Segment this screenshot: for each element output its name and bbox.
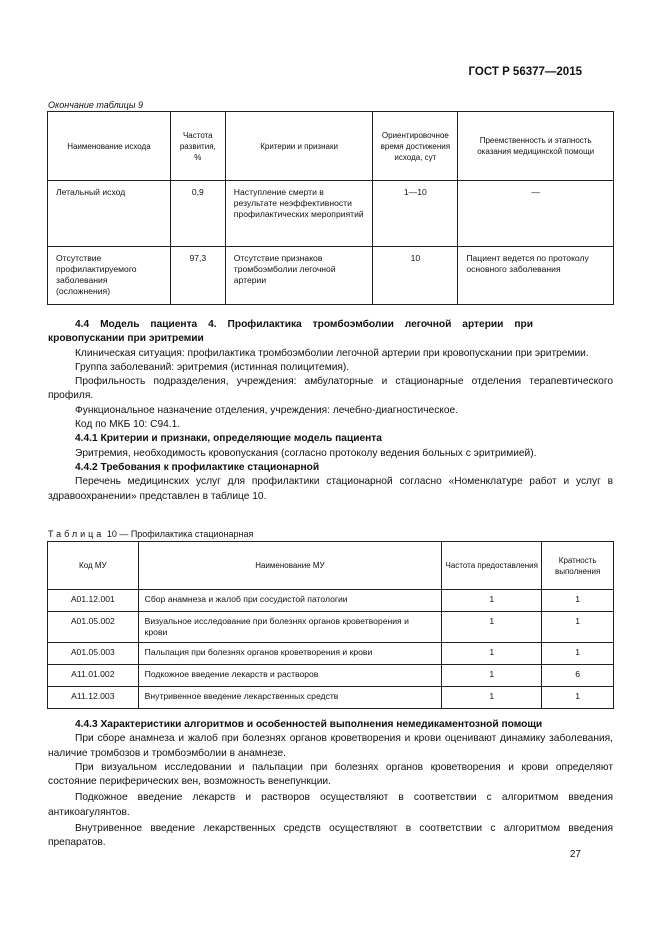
table-row	[48, 643, 614, 665]
table-cell: 1	[442, 612, 542, 643]
table-row	[48, 181, 614, 247]
table-row	[48, 247, 614, 305]
table-cell: Внутривенное введение лекарственных средств	[138, 687, 442, 709]
table10-caption-prefix: Таблица	[48, 529, 105, 539]
table-9	[47, 111, 614, 305]
table-cell: 97,3	[170, 247, 225, 305]
table-cell: Пациент ведется по протоколу основного заболевания	[458, 247, 614, 305]
table-cell: А01.12.001	[48, 590, 139, 612]
table-10	[47, 541, 614, 709]
column-header: Преемственность и этапность оказания медицинской помощи	[458, 112, 614, 181]
column-header: Наименование МУ	[138, 542, 442, 590]
table-cell: 1	[542, 643, 614, 665]
paragraph: Профильность подразделения, учреждения: амбулаторные и стационарные отделения терапевтического профиля.	[48, 376, 613, 402]
table-header-row	[48, 542, 614, 590]
table-cell: 1	[442, 687, 542, 709]
table-header-row	[48, 112, 614, 181]
subsection-heading: 4.4.3 Характеристики алгоритмов и особенностей выполнения немедикаментозной помощи	[75, 719, 543, 730]
section-heading: 4.4 Модель пациента 4. Профилактика тромбоэмболии легочной артерии при кровопускании при эритремии	[48, 319, 533, 345]
table-row	[48, 590, 614, 612]
table-cell: Летальный исход	[48, 181, 171, 247]
paragraph: Группа заболеваний: эритремия (истинная полицитемия).	[75, 361, 350, 373]
table-cell: 1	[442, 643, 542, 665]
table-cell: Подкожное введение лекарств и растворов	[138, 665, 442, 687]
table-cell: 1	[442, 590, 542, 612]
table10-caption-text: 10 — Профилактика стационарная	[106, 529, 254, 539]
table-cell: 0,9	[170, 181, 225, 247]
table-cell: Отсутствие признаков тромбоэмболии легочной артерии	[225, 247, 373, 305]
table-cell: А11.01.002	[48, 665, 139, 687]
paragraph: Функциональное назначение отделения, учреждения: лечебно-диагностическое.	[75, 404, 459, 416]
column-header: Частота предоставления	[442, 542, 542, 590]
table-cell: Наступление смерти в результате неэффективности профилактических мероприятий	[225, 181, 373, 247]
table-cell: 6	[542, 665, 614, 687]
table-cell: 1	[442, 665, 542, 687]
column-header: Кратность выполнения	[542, 542, 614, 590]
column-header: Наименование исхода	[48, 112, 171, 181]
column-header: Частота развития, %	[170, 112, 225, 181]
paragraph: При визуальном исследовании и пальпации при болезнях органов кроветворения и крови определяют состояние периферических вен, возможность венепункции.	[48, 761, 613, 788]
table-cell: 1	[542, 590, 614, 612]
table10-caption	[48, 529, 253, 539]
table-cell: 1—10	[373, 181, 458, 247]
table-cell: Отсутствие профилактируемого заболевания (осложнения)	[48, 247, 171, 305]
paragraph: Код по МКБ 10: С94.1.	[75, 419, 181, 431]
table-cell: Пальпация при болезнях органов кроветворения и крови	[138, 643, 442, 665]
page-number: 27	[569, 849, 581, 860]
paragraph: Перечень медицинских услуг для профилактики стационарной согласно «Номенклатуре работ и услуг в здравоохранении» представлен в таблице 10.	[48, 476, 613, 502]
column-header: Код МУ	[48, 542, 139, 590]
subsection-heading: 4.4.2 Требования к профилактике стационарной	[75, 461, 320, 473]
paragraph: Клиническая ситуация: профилактика тромбоэмболии легочной артерии при кровопускании при эритремии.	[75, 347, 589, 359]
section-4-4-3	[48, 718, 613, 851]
column-header: Ориентировочное время достижения исхода, сут	[373, 112, 458, 181]
table-cell: 1	[542, 687, 614, 709]
document-id: ГОСТ Р 56377—2015	[468, 66, 582, 78]
table-cell: 1	[542, 612, 614, 643]
paragraph: Эритремия, необходимость кровопускания (согласно протоколу ведения больных с эритримией).	[75, 447, 537, 459]
paragraph: Подкожное введение лекарств и растворов осуществляют в соответствии с алгоритмом введения антикоагулянтов.	[48, 792, 613, 818]
table-cell: Сбор анамнеза и жалоб при сосудистой патологии	[138, 590, 442, 612]
paragraph: При сборе анамнеза и жалоб при болезнях органов кроветворения и крови оценивают динамику заболевания, наличие тромбозов и тромбоэмболии в анамнезе.	[48, 733, 613, 759]
table-cell: А11.12.003	[48, 687, 139, 709]
table-cell: Визуальное исследование при болезнях органов кроветворения и крови	[138, 612, 442, 643]
table-cell: 10	[373, 247, 458, 305]
paragraph: Внутривенное введение лекарственных средств осуществляют в соответствии с алгоритмом введения препаратов.	[48, 823, 613, 849]
section-4-4	[48, 318, 613, 504]
table-cell: —	[458, 181, 614, 247]
subsection-heading: 4.4.1 Критерии и признаки, определяющие модель пациента	[75, 433, 382, 445]
table9-caption: Окончание таблицы 9	[48, 100, 143, 110]
table-cell: А01.05.003	[48, 643, 139, 665]
table-row	[48, 612, 614, 643]
table-row	[48, 687, 614, 709]
table-row	[48, 665, 614, 687]
table-cell: А01.05.002	[48, 612, 139, 643]
column-header: Критерии и признаки	[225, 112, 373, 181]
